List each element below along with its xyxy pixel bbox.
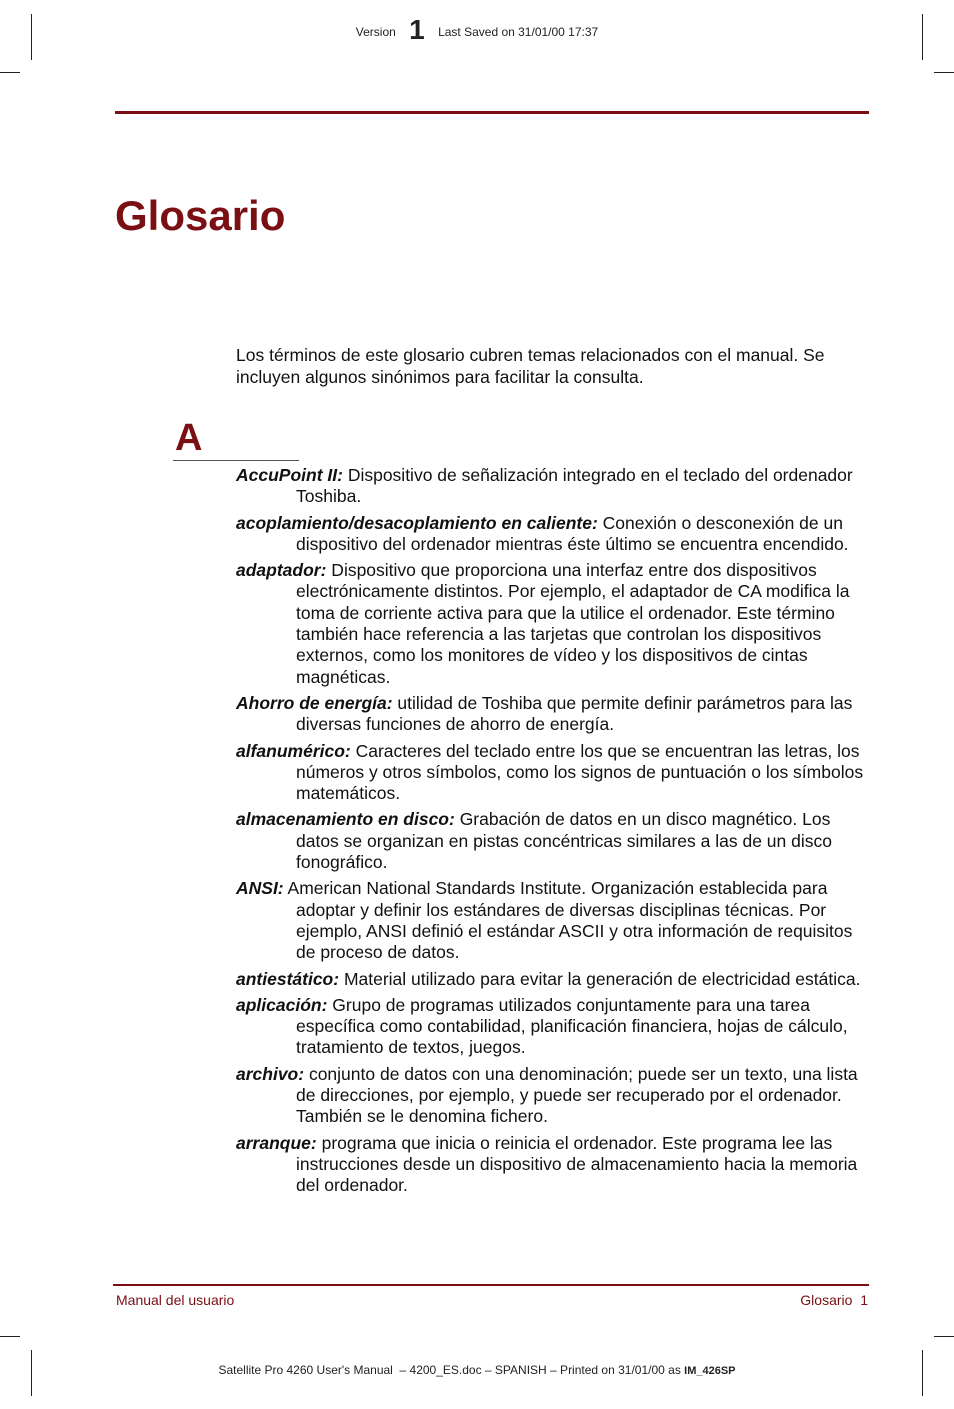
version-label: Version — [355, 25, 396, 39]
entry-definition: Dispositivo que proporciona una interfaz entre dos dispositivos electrónicamente distintos. Por ejemplo, el adaptador de CA modifica la toma de corriente activa para que la utilice el ordenador. Este término también hace referencia a las tarjetas que controlan los dispositivos externos, como los monitores de vídeo y los dispositivos de cintas magnéticas. — [296, 560, 850, 687]
glossary-entry — [236, 465, 870, 508]
glossary-entry — [236, 741, 870, 805]
glossary-entry — [236, 809, 870, 873]
glossary-entry — [236, 995, 870, 1059]
entry-definition: Grupo de programas utilizados conjuntamente para una tarea específica como contabilidad, planificación financiera, hojas de cálculo, tratamiento de textos, juegos. — [296, 994, 848, 1058]
crop-mark-bottom-right-h — [934, 1336, 954, 1337]
section-letter: A — [175, 417, 203, 459]
last-saved: Last Saved on 31/01/00 17:37 — [438, 25, 599, 39]
glossary-entry — [236, 513, 870, 556]
top-rule — [115, 111, 869, 114]
glossary-entry — [236, 560, 870, 688]
entry-definition: conjunto de datos con una denominación; puede ser un texto, una lista de direcciones, por ejemplo, y puede ser recuperado por el ordenador. También se le denomina fichero. — [296, 1063, 858, 1127]
crop-mark-top-left-h — [0, 72, 20, 73]
entry-term: Ahorro de energía: — [236, 692, 393, 713]
print-info — [0, 1363, 954, 1377]
entry-term: arranque: — [236, 1132, 317, 1153]
glossary-entry — [236, 693, 870, 736]
entry-definition: Caracteres del teclado entre los que se encuentran las letras, los números y otros símbolos, como los signos de puntuación o los símbolos matemáticos. — [296, 740, 864, 804]
entry-definition: programa que inicia o reinicia el ordenador. Este programa lee las instrucciones desde un dispositivo de almacenamiento hacia la memoria del ordenador. — [296, 1132, 858, 1196]
crop-mark-top-right-h — [934, 72, 954, 73]
crop-mark-bottom-left-h — [0, 1336, 20, 1337]
intro-paragraph: Los términos de este glosario cubren temas relacionados con el manual. Se incluyen algunos sinónimos para facilitar la consulta. — [236, 345, 825, 387]
version-number: 1 — [409, 14, 425, 45]
section-rule — [173, 460, 299, 461]
entry-term: antiestático: — [236, 968, 340, 989]
footer-manual-title: Manual del usuario — [116, 1292, 235, 1308]
entry-term: almacenamiento en disco: — [236, 809, 455, 830]
entry-definition: Conexión o desconexión de un dispositivo del ordenador mientras éste último se encuentra encendido. — [296, 512, 849, 554]
glossary-entries — [236, 465, 870, 1202]
glossary-entry — [236, 969, 870, 990]
glossary-entry — [236, 878, 870, 963]
entry-term: AccuPoint II: — [236, 465, 343, 485]
entry-term: ANSI: — [236, 878, 284, 899]
entry-definition: Material utilizado para evitar la generación de electricidad estática. — [339, 968, 861, 989]
entry-definition: utilidad de Toshiba que permite definir parámetros para las diversas funciones de ahorro de energía. — [296, 692, 853, 735]
print-info-text: Satellite Pro 4260 User's Manual – 4200_ES.doc – SPANISH – Printed on 31/01/00 as — [218, 1363, 685, 1377]
entry-definition: Dispositivo de señalización integrado en el teclado del ordenador Toshiba. — [296, 465, 853, 507]
entry-term: aplicación: — [236, 994, 328, 1015]
bottom-rule — [113, 1284, 869, 1286]
page-title: Glosario — [115, 192, 286, 239]
entry-term: adaptador: — [236, 560, 327, 581]
version-header — [0, 16, 954, 48]
glossary-entry — [236, 1064, 870, 1128]
entry-definition: American National Standards Institute. Organización establecida para adoptar y definir los estándares de diversas disciplinas técnicas. Por ejemplo, ANSI definió el estándar ASCII y otra información de requisitos de proceso de datos. — [283, 878, 853, 963]
entry-term: alfanumérico: — [236, 740, 351, 761]
entry-definition: Grabación de datos en un disco magnético. Los datos se organizan en pistas concéntricas similares a las de un disco fonográfico. — [296, 809, 832, 873]
entry-term: acoplamiento/desacoplamiento en caliente: — [236, 512, 598, 533]
entry-term: archivo: — [236, 1063, 305, 1084]
print-info-code: IM_426SP — [684, 1365, 736, 1377]
footer-page-label: Glosario 1 — [800, 1292, 868, 1308]
glossary-entry — [236, 1133, 870, 1197]
